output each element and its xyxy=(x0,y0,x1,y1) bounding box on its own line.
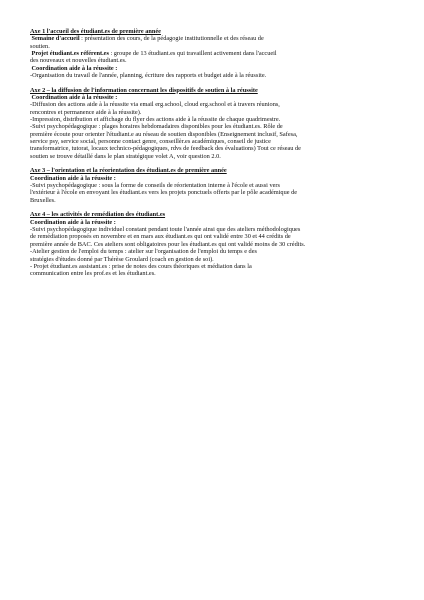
section-heading: Axe 2 – la diffusion de l'information concernant les dispositifs de soutien à la réussite xyxy=(30,86,258,94)
section-heading: Axe 1 l'accueil des étudiant.es de première année xyxy=(30,28,161,35)
paragraph-line: -Suivi psychopédagogique : sous la forme de conseils de réorientation interne à l'école et aussi vers xyxy=(30,182,280,190)
section-axe-3 xyxy=(30,167,392,204)
subheading: Coordination aide à la réussite : xyxy=(30,174,116,182)
paragraph-line: -Atelier gestion de l'emploi du temps : atelier sur l'organisation de l'emploi du temps e des xyxy=(30,248,257,256)
paragraph-line: -Organisation du travail de l'année, planning, écriture des rapports et budget aide à la réussite. xyxy=(30,72,267,80)
paragraph-line: -Suivi psychopédagogique : plages horaires hebdomadaires disponibles pour les étudiant.es. Rôle de xyxy=(30,123,283,131)
section-axe-1 xyxy=(30,28,392,79)
paragraph-line: -Impression, distribution et affichage du flyer des actions aide à la réussite de chaque quadrimestre. xyxy=(30,116,281,124)
paragraph-line: communication entre les prof.es et les étudiant.es. xyxy=(30,270,156,278)
paragraph-line: - Projet étudiant.es assistant.es : prise de notes des cours théoriques et médiation dans la xyxy=(30,262,252,270)
section-axe-4 xyxy=(30,211,392,277)
subheading: Coordination aide à la réussite : xyxy=(30,218,116,226)
paragraph-line: première année de BAC. Ces ateliers sont obligatoires pour les étudiant.es qui ont validé moins de 30 crédits. xyxy=(30,240,306,248)
paragraph-line: l'extérieur à l'école en envoyant les étudiant.es vers les projets ponctuels offerts par le pôle académique de xyxy=(30,189,298,197)
paragraph-line xyxy=(30,35,392,42)
bold-term: Semaine d'accueil xyxy=(31,35,80,43)
line-text: : groupe de 13 étudiant.es qui travaillent activement dans l'accueil xyxy=(108,50,277,58)
section-heading: Axe 4 – les activités de remédiation des étudiant.es xyxy=(30,211,166,219)
paragraph-line: rencontres et permanence aide à la réussite). xyxy=(30,108,142,116)
paragraph-line: de remédiation proposés en novembre et en mars aux étudiant.es qui ont validé entre 30 et 44 crédits de xyxy=(30,233,291,241)
paragraph-line: soutien. xyxy=(30,42,50,50)
paragraph-line: stratégies d'études donné par Thérèse Groulard (coach en gestion de soi). xyxy=(30,255,214,263)
line-text: : présentation des cours, de la pédagogie institutionnelle et des réseau de xyxy=(79,35,264,43)
paragraph-line: des nouveaux et nouvelles étudiant.es. xyxy=(30,57,127,65)
section-axe-2 xyxy=(30,87,392,160)
paragraph-line: transformatrice, tutorat, locaux technico-pédagogiques, rdvs de feedback des évaluations) Tout ce réseau de xyxy=(30,145,301,153)
paragraph-line: Bruxelles. xyxy=(30,196,56,204)
subheading: Coordination aide à la réussite : xyxy=(31,64,118,72)
subheading: Coordination aide à la réussite : xyxy=(31,94,118,102)
paragraph-line xyxy=(30,50,392,57)
paragraph-line: soutien se trouve détaillé dans le plan stratégique volet A, voir question 2.0. xyxy=(30,152,221,160)
paragraph-line: première écoute pour orienter l'étudiant.e au réseau de soutien disponibles (Enseignement inclusif, Safesa, xyxy=(30,130,298,138)
section-heading: Axe 3 – l'orientation et la réorientation des étudiant.es de première année xyxy=(30,167,227,175)
paragraph-line: -Diffusion des actions aide à la réussite via email erg.school, cloud erg.school et à travers réunions, xyxy=(30,101,280,109)
paragraph-line: -Suivi psychopédagogique individuel constant pendant toute l'année ainsi que des ateliers méthodologiques xyxy=(30,226,301,234)
paragraph-line: service psy, service social, personne contact genre, conseillèr.es académiques, conseil de justice xyxy=(30,138,271,146)
bold-term: Projet étudiant.es référent.es xyxy=(31,50,109,58)
